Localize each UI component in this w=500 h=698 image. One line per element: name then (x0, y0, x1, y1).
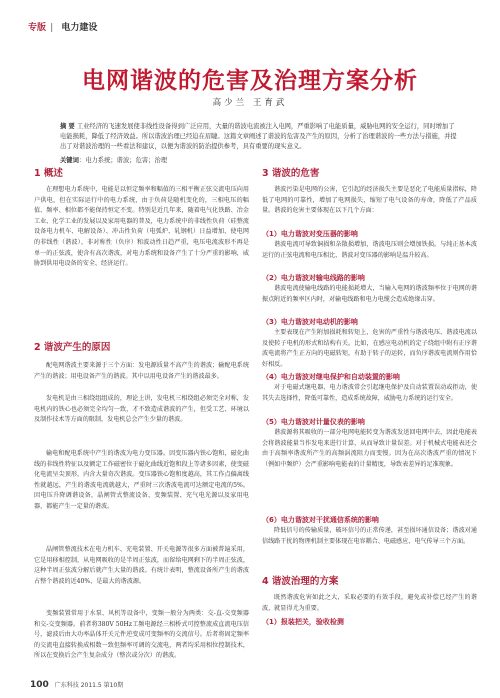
keywords-text: 电力系统；谐波；危害；治理 (85, 157, 168, 164)
article-authors: 高少兰 王育武 (212, 98, 288, 108)
abstract-text: 工业经济的飞速发展使非线性设备得到广泛应用，大量的谐波电流被注入电网，严重影响了电能质量，威胁电网的安全运行，同时增加了电能损耗，降低了经济效益。所以谐波治理已经迫在眉睫。这篇文章阐述了谐波的危害及产生的原因，分析了治理谐波的一些方法与措施，并提出了对谐波治理的一些看法和建议，以便为谐波的防治提供参考，具有重要的现实意义。 (60, 123, 457, 150)
keywords: 关键词：电力系统；谐波；危害；治理 (60, 157, 168, 164)
column-header: 专版 | 电力建设 (28, 23, 98, 33)
section-3-title: 3 谐波的危害 (262, 168, 320, 179)
section-2-paragraph-1: 配电网谐波主要来源于三个方面：发电源质量不高产生的谐波；输配电系统产生的谐波；用电设备产生的谐波。其中以用电设备产生的谐波最多。 (34, 362, 249, 380)
section-4-paragraph: 既然谐波危害如此之大，采取必要的有效手段，避免或补偿已经产生的谐波，就显得尤为重要。 (262, 594, 477, 612)
subsection-communication-text: 降低信号的传输质量，破坏信号的正常传递，甚至损坏通信设备；谐波对通信线路干扰的物理机制主要体现在电容耦合、电磁感应、电气传导三个方面。 (262, 527, 477, 545)
subsection-meter: （5）电力谐波对计量仪表的影响 (262, 418, 365, 426)
subsection-meter-text: 谐波源将其吸收的一部分电网电能转变为谐波发送回电网中去，因此电能表会将谐波能量当作发电来进行计算，从而导致计量误差。对于机械式电能表还会由于高频率谐波所产生的高频涡流阻力而变慢。因为在高次谐波严重的情况下（例如中频炉）会严重影响电能表的计量精度，导致表差异的足准现象。 (262, 429, 477, 468)
article-title: 电网谐波的危害及治理方案分析 (82, 68, 418, 94)
section-2-title: 2 谐波产生的原因 (34, 342, 111, 353)
subsection-transformer-text: 谐波电流可导致铜损和杂散损增加，谐波电压则会增加铁损。与纯正基本波运行的正弦电流和电压相比，谐波对变压器的影响是温升较高。 (262, 241, 477, 259)
section-1-title: 1 概述 (34, 168, 63, 179)
subsection-relay-text: 对于电磁式继电器，电力谐波常会引起继电保护及自动装置误动或拒动，使其失去选择性，降低可靠性，造成系统故障，威胁电力系统的运行安全。 (262, 384, 477, 402)
section-label: 电力建设 (61, 23, 98, 33)
page-number: 100 (30, 680, 49, 690)
section-2-paragraph-2: 发电机是由三相绕组组成的，理论上讲，发电机三相绕组必须完全对称，发电机内的铁心也必须完全均匀一致，才不致造成谐波的产生，但受工艺、环境以及制作技术等方面的限制，发电机总会产生少量的谐波。 (34, 395, 249, 424)
subsection-motor-text: 主要表现在产生附加损耗和转矩上，危害的严重性与谐波电压、谐波电流以及使转子电机的形式和结构有关。比如，在感应电动机的定子绕组中附有正序谐波电流将产生正方向的电磁转矩，有助于转子的运转，而负序谐波电流则作用恰好相反。 (262, 329, 477, 368)
abstract-label: 摘 要 (60, 123, 75, 130)
section-2-paragraph-5: 变频装置常用于水泵、风机等设备中，变频一般分为两类：交-直-交变频器和交-交变频器。前者将380V 50Hz工频电源经三相桥式可控整流成直流电压信号，滤波后由大功率晶体开关元件逆变成可变频率的交流信号。后者将固定频率的交流电直接转换成相数一致但频率可调的交流电，两者均采用相位控制技术，所以在变换后会产生复杂成分（整次或分次）的谐波。 (34, 610, 249, 660)
abstract (60, 122, 460, 152)
journal-info: 广东科技 2011.5 第10期 (54, 682, 124, 689)
section-2-paragraph-4: 晶闸管整流技术在电力机车、充电装置、开关电源等很多方面被普遍采用，它是用移相控制，从电网吸收的是半周正弦波，而留给电网剩下的半周正弦波，这种半周正弦波分解后就产生大量的谐波。有统计表明，整流设备所产生的谐波占整个谐波的近40%，是最大的谐波源。 (34, 546, 249, 585)
subsection-line: （2）电力谐波对输电线路的影响 (262, 274, 365, 282)
column-label: 专版 (28, 23, 47, 33)
subsection-communication: （6）电力谐波对干扰通信系统的影响 (262, 516, 379, 524)
subsection-motor: （3）电力谐波对电动机的影响 (262, 318, 358, 326)
subsection-acceptance: （1）报装把关，验收检测 (262, 618, 344, 626)
section-2-paragraph-3: 输电和配电系统中产生的谐波为电力变压器。因变压器内铁心饱和，磁化曲线的非线性特征以及额定工作磁密位于磁化曲线近饱和段上等诸多因素，使变磁化电流呈尖顶形，内含大量奇次谐波。变压器铁心饱和度越高，其工作点偏离线性就越远，产生的谐波电流就越大，严重时三次谐波电流可达额定电流的5%。因电压升降调谐设备，晶闸管式整流设备、变频装置、充气电光源以及家用电器，都能产生一定量的谐波。 (34, 450, 249, 510)
subsection-line-text: 谐波电流使输电线路的电能损耗增大，当输入电网的谐波频率位于电网的谐振点附近的频率区内时，对输电线路和电力电缆会造成绝缘击穿。 (262, 285, 477, 303)
page-footer (30, 680, 123, 690)
subsection-relay: （4）电力谐波对继电保护和自动装置的影响 (262, 373, 400, 381)
section-4-title: 4 谐波治理的方案 (262, 576, 339, 587)
keywords-label: 关键词 (60, 157, 79, 164)
section-1-paragraph: 在理想电力系统中，电能是以恒定频率和幅值的三相平衡正弦交流电压向用户供电，但在实际运行中的电力系统，由于负荷是随机变化的，三相电压的幅值、频率、相位都不能保持恒定不变。特别是近几年来，随着电气化铁路、冶金工业、化学工业的发展以及家用电器的普及，电力系统中的非线性负荷（硅整流设备电力机车、电解设备）、冲击性负荷（电弧炉、轧钢机）日益增加，使电网的非线性（谐波）、非对称性（负序）和波动性日趋严重，电压电流波形不再是单一的正弦波，使含有高次谐波，对电力系统和设备产生了十分严重的影响，威胁到供用电设备的安全、经济运行。 (34, 186, 249, 268)
section-3-paragraph: 谐波污染是电网的公害，它引起的经济损失主要是恶化了电能质量指标，降低了电网的可靠性，增加了电网损失，缩短了电气设备的寿命，降低了产品质量。谐波的危害主要体现在以下几个方面： (262, 186, 477, 215)
subsection-transformer: （1）电力谐波对变压器的影响 (262, 230, 358, 238)
